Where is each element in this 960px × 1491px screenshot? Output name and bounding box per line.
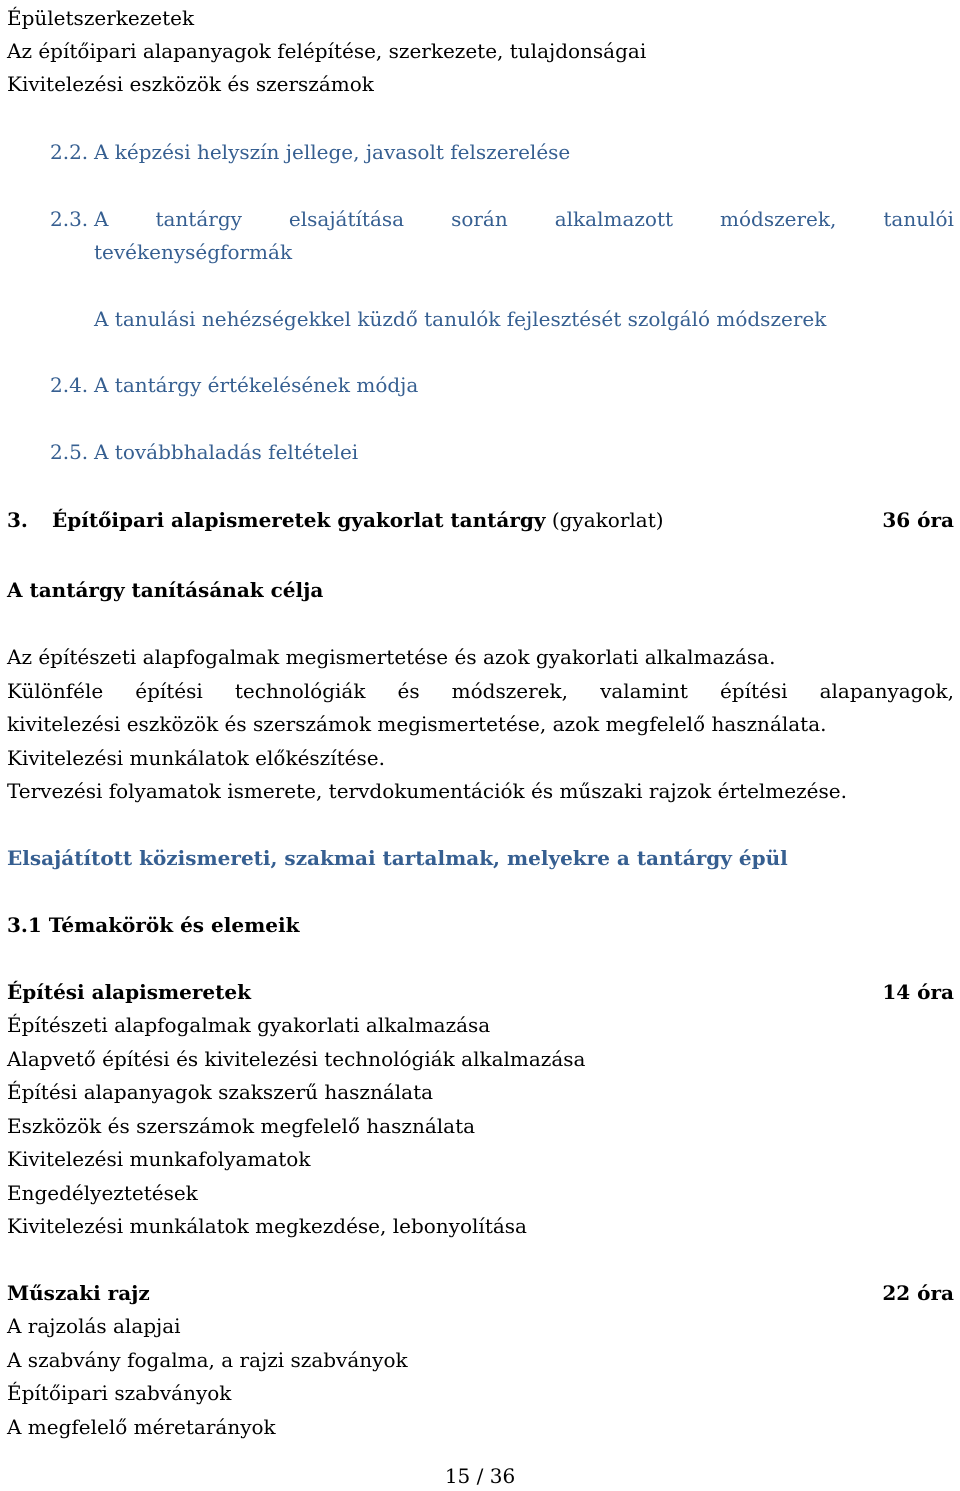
subject-number: 3. (7, 508, 28, 532)
topic-item: Kivitelezési munkafolyamatok (7, 1147, 311, 1171)
subject-title-group (7, 505, 664, 535)
subject-type: (gyakorlat) (551, 508, 664, 532)
word: valamint (600, 679, 688, 703)
section-title-justified (94, 204, 954, 234)
word: technológiák (234, 679, 366, 703)
section-number: 2.3. (50, 207, 89, 231)
topic-item: Építőipari szabványok (7, 1381, 232, 1405)
title-word: tanulói (883, 207, 954, 231)
goal-heading: A tantárgy tanításának célja (7, 578, 324, 602)
word: és (397, 679, 420, 703)
topic-item: Kivitelezési munkálatok megkezdése, lebonyolítása (7, 1214, 527, 1238)
topic-item: A rajzolás alapjai (7, 1314, 181, 1338)
text-line: Épületszerkezetek (7, 6, 195, 30)
subject-title: Építőipari alapismeretek gyakorlat tantárgy (52, 508, 546, 532)
section-number: 2.2. (50, 140, 89, 164)
topic-heading (7, 1278, 954, 1308)
title-word: során (451, 207, 508, 231)
section-heading-2-4 (50, 370, 954, 400)
goal-text-line: kivitelezési eszközök és szerszámok megismertetése, azok megfelelő használata. (7, 712, 827, 736)
word: építési (135, 679, 203, 703)
word: módszerek, (451, 679, 568, 703)
subject-hours: 36 óra (882, 508, 954, 532)
topic-item: A szabvány fogalma, a rajzi szabványok (7, 1348, 408, 1372)
title-word: elsajátítása (288, 207, 405, 231)
subsection-heading: A tanulási nehézségekkel küzdő tanulók fejlesztését szolgáló módszerek (94, 307, 827, 331)
topic-title: Építési alapismeretek (7, 980, 251, 1004)
section-heading-2-2 (50, 137, 954, 167)
prior-knowledge-heading: Elsajátított közismereti, szakmai tartalmak, melyekre a tantárgy épül (7, 846, 788, 870)
section-number: 2.4. (50, 373, 89, 397)
section-heading-2-5 (50, 437, 954, 467)
section-title: A tantárgy értékelésének módja (94, 373, 419, 397)
title-word: A (94, 207, 109, 231)
goal-text-line-justified (7, 676, 954, 706)
topics-heading: 3.1 Témakörök és elemeik (7, 913, 300, 937)
topic-item: Eszközök és szerszámok megfelelő használata (7, 1114, 476, 1138)
topic-item: Építészeti alapfogalmak gyakorlati alkalmazása (7, 1013, 491, 1037)
topic-item: Építési alapanyagok szakszerű használata (7, 1080, 434, 1104)
title-word: tantárgy (155, 207, 242, 231)
section-title: A képzési helyszín jellege, javasolt felszerelése (94, 140, 571, 164)
word: alapanyagok, (819, 679, 954, 703)
topic-item: Alapvető építési és kivitelezési technológiák alkalmazása (7, 1047, 586, 1071)
subject-heading (7, 505, 954, 535)
topic-item: A megfelelő méretarányok (7, 1415, 276, 1439)
text-line: Az építőipari alapanyagok felépítése, szerkezete, tulajdonságai (7, 39, 647, 63)
goal-text-line: Tervezési folyamatok ismerete, tervdokumentációk és műszaki rajzok értelmezése. (7, 779, 847, 803)
section-title: A továbbhaladás feltételei (94, 440, 359, 464)
section-title-continued: tevékenységformák (94, 240, 293, 264)
topic-heading (7, 977, 954, 1007)
text-line: Kivitelezési eszközök és szerszámok (7, 72, 374, 96)
word: építési (719, 679, 788, 703)
topic-hours: 14 óra (882, 980, 954, 1004)
goal-text-line: Kivitelezési munkálatok előkészítése. (7, 746, 385, 770)
goal-text-line: Az építészeti alapfogalmak megismertetése és azok gyakorlati alkalmazása. (7, 645, 776, 669)
word: Különféle (7, 679, 104, 703)
topic-item: Engedélyeztetések (7, 1181, 198, 1205)
section-heading-2-3 (50, 204, 954, 234)
topic-hours: 22 óra (882, 1281, 954, 1305)
title-word: alkalmazott (554, 207, 674, 231)
topic-title: Műszaki rajz (7, 1281, 150, 1305)
section-number: 2.5. (50, 440, 89, 464)
page-number: 15 / 36 (444, 1464, 516, 1488)
title-word: módszerek, (720, 207, 837, 231)
